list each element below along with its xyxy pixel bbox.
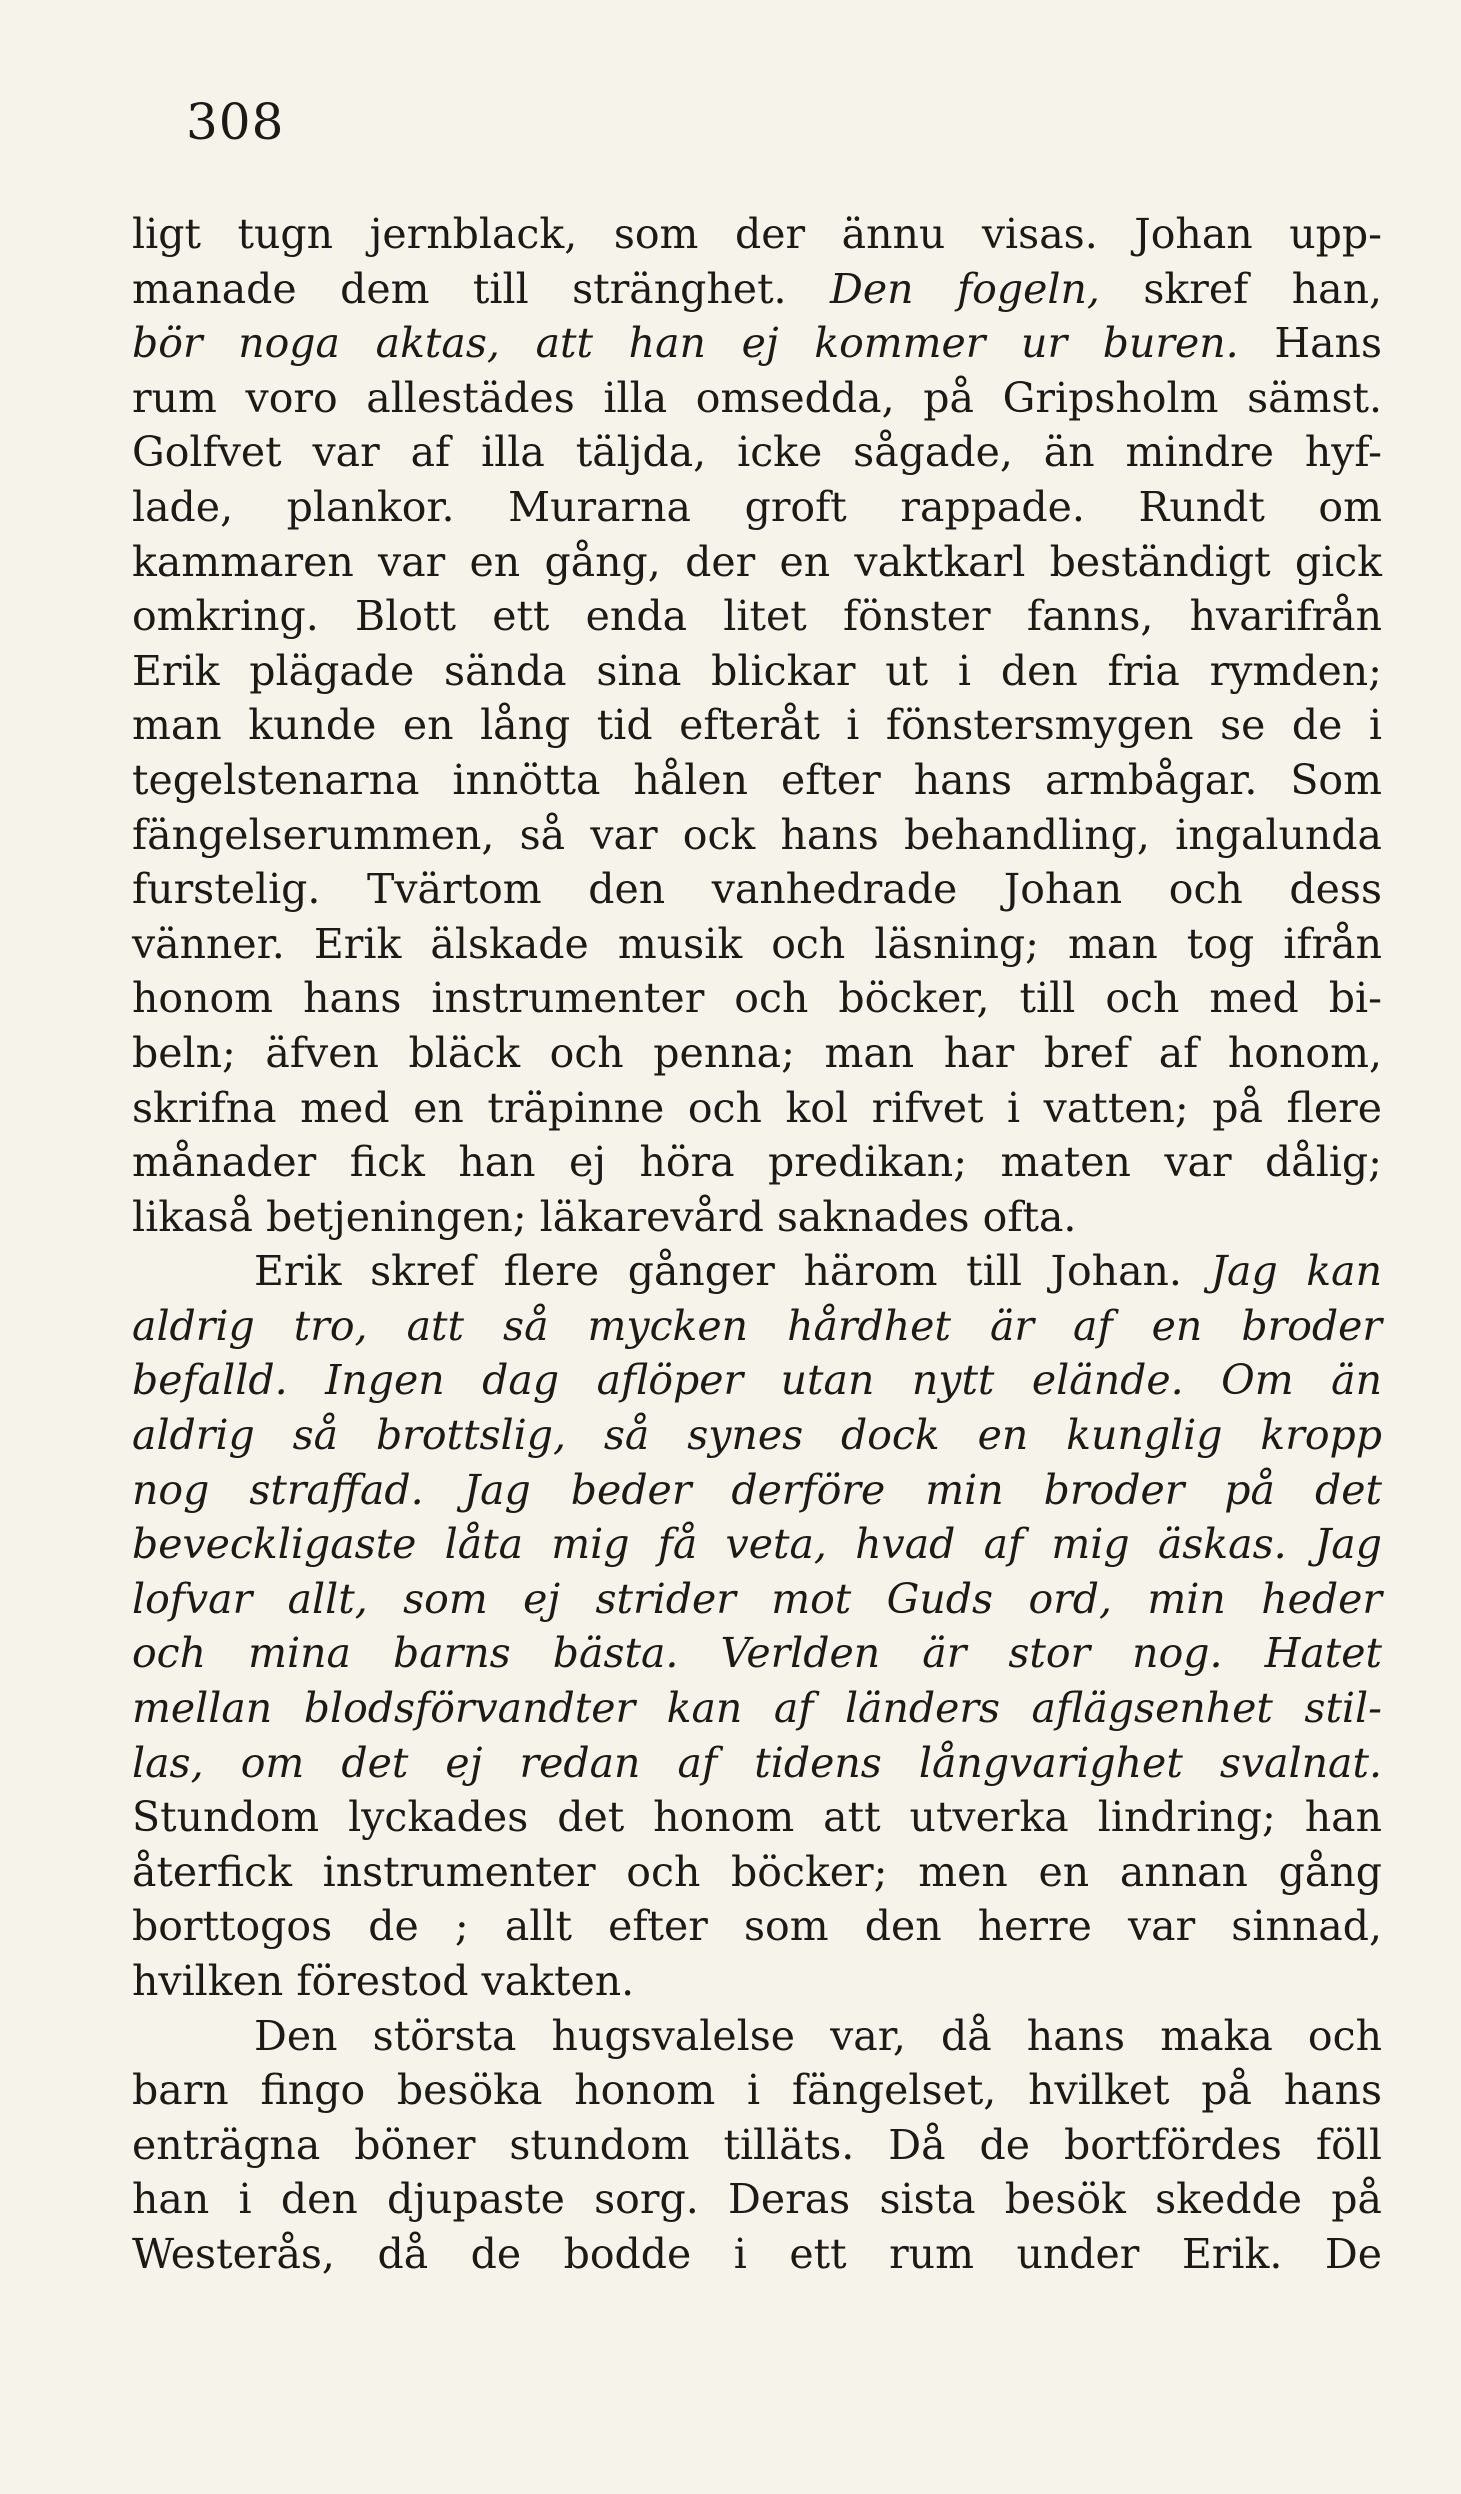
text-segment: likaså betjeningen; läkarevård saknades ofta. xyxy=(132,1192,1077,1241)
italic-text-segment: aldrig tro, att så mycken hårdhet är af en broder xyxy=(132,1301,1382,1350)
text-line xyxy=(132,480,1382,535)
text-line xyxy=(132,1736,1382,1791)
text-segment: Hans xyxy=(1238,319,1382,368)
text-line xyxy=(132,1135,1382,1190)
text-line xyxy=(132,1463,1382,1518)
text-line xyxy=(132,2118,1382,2173)
italic-text-segment: Jag kan xyxy=(1210,1247,1383,1296)
text-segment: Erik skref flere gånger härom till Johan. xyxy=(254,1247,1211,1296)
text-line xyxy=(132,371,1382,426)
page-number: 308 xyxy=(186,93,285,151)
text-line xyxy=(132,316,1382,371)
text-line xyxy=(132,262,1382,317)
text-segment: borttogos de ; allt efter som den herre var sinnad, xyxy=(132,1902,1382,1951)
italic-text-segment: befalld. Ingen dag aflöper utan nytt elände. Om än xyxy=(132,1356,1382,1405)
text-line xyxy=(132,698,1382,753)
text-segment: omkring. Blott ett enda litet fönster fanns, hvarifrån xyxy=(132,592,1382,641)
text-line xyxy=(132,2009,1382,2064)
text-segment: tegelstenarna innötta hålen efter hans armbågar. Som xyxy=(132,755,1382,804)
italic-text-segment: Den fogeln, xyxy=(830,264,1100,313)
italic-text-segment: nog straffad. Jag beder derföre min broder på det xyxy=(132,1465,1382,1514)
text-line xyxy=(132,753,1382,808)
text-segment: man kunde en lång tid efteråt i fönstersmygen se de i xyxy=(132,701,1382,750)
italic-text-segment: bör noga aktas, att han ej kommer ur buren. xyxy=(132,319,1239,368)
text-line xyxy=(132,1081,1382,1136)
text-segment: Golfvet var af illa täljda, icke sågade, än mindre hyf- xyxy=(132,428,1382,477)
text-line xyxy=(132,862,1382,917)
text-line xyxy=(132,1899,1382,1954)
text-line xyxy=(132,1954,1382,2009)
text-line xyxy=(132,2227,1382,2282)
text-line xyxy=(132,1190,1382,1245)
text-line xyxy=(132,1517,1382,1572)
italic-text-segment: lofvar allt, som ej strider mot Guds ord, min heder xyxy=(132,1574,1382,1623)
italic-text-segment: las, om det ej redan af tidens långvarighet svalnat. xyxy=(132,1738,1382,1787)
text-line xyxy=(132,425,1382,480)
text-line xyxy=(132,535,1382,590)
text-segment: manade dem till stränghet. xyxy=(132,264,831,313)
text-line xyxy=(132,2172,1382,2227)
text-segment: kammaren var en gång, der en vaktkarl beständigt gick xyxy=(132,537,1382,586)
text-segment: skrifna med en träpinne och kol rifvet i vatten; på flere xyxy=(132,1083,1382,1132)
text-line xyxy=(132,1299,1382,1354)
text-segment: Den största hugsvalelse var, då hans maka och xyxy=(254,2011,1382,2060)
text-segment: skref han, xyxy=(1099,264,1383,313)
text-segment: furstelig. Tvärtom den vanhedrade Johan och dess xyxy=(132,865,1382,914)
text-line xyxy=(132,917,1382,972)
text-line xyxy=(132,1408,1382,1463)
text-segment: barn fingo besöka honom i fängelset, hvilket på hans xyxy=(132,2066,1382,2115)
text-line xyxy=(132,589,1382,644)
text-line xyxy=(132,1790,1382,1845)
text-line xyxy=(132,644,1382,699)
text-line xyxy=(132,1026,1382,1081)
italic-text-segment: aldrig så brottslig, så synes dock en kunglig kropp xyxy=(132,1411,1382,1460)
text-segment: hvilken förestod vakten. xyxy=(132,1957,635,2005)
text-segment: beln; äfven bläck och penna; man har bref af honom, xyxy=(132,1028,1382,1077)
text-line xyxy=(132,1681,1382,1736)
text-segment: honom hans instrumenter och böcker, till och med bi- xyxy=(132,974,1382,1023)
text-segment: återfick instrumenter och böcker; men en annan gång xyxy=(132,1847,1382,1896)
text-segment: Erik plägade sända sina blickar ut i den fria rymden; xyxy=(132,646,1382,695)
text-segment: lade, plankor. Murarna groft rappade. Rundt om xyxy=(132,482,1382,531)
text-segment: Stundom lyckades det honom att utverka lindring; han xyxy=(132,1793,1382,1842)
text-segment: rum voro allestädes illa omsedda, på Gripsholm sämst. xyxy=(132,373,1382,422)
text-segment: Westerås, då de bodde i ett rum under Erik. De xyxy=(132,2229,1382,2278)
body-text xyxy=(132,207,1382,2282)
text-line xyxy=(132,1626,1382,1681)
text-line xyxy=(132,1353,1382,1408)
text-segment: fängelserummen, så var ock hans behandling, ingalunda xyxy=(132,810,1382,859)
text-line xyxy=(132,1572,1382,1627)
text-segment: enträgna böner stundom tilläts. Då de bortfördes föll xyxy=(132,2120,1382,2169)
text-line xyxy=(132,207,1382,262)
text-line xyxy=(132,2063,1382,2118)
text-segment: ligt tugn jernblack, som der ännu visas. Johan upp- xyxy=(132,210,1382,258)
italic-text-segment: mellan blodsförvandter kan af länders aflägsenhet stil- xyxy=(132,1684,1382,1733)
italic-text-segment: beveckligaste låta mig få veta, hvad af mig äskas. Jag xyxy=(132,1520,1382,1569)
text-segment: månader fick han ej höra predikan; maten var dålig; xyxy=(132,1138,1382,1187)
text-line xyxy=(132,808,1382,863)
text-line xyxy=(132,971,1382,1026)
text-line xyxy=(132,1244,1382,1299)
text-segment: vänner. Erik älskade musik och läsning; man tog ifrån xyxy=(132,919,1382,968)
italic-text-segment: och mina barns bästa. Verlden är stor nog. Hatet xyxy=(132,1629,1382,1678)
text-line xyxy=(132,1845,1382,1900)
text-segment: han i den djupaste sorg. Deras sista besök skedde på xyxy=(132,2175,1382,2224)
